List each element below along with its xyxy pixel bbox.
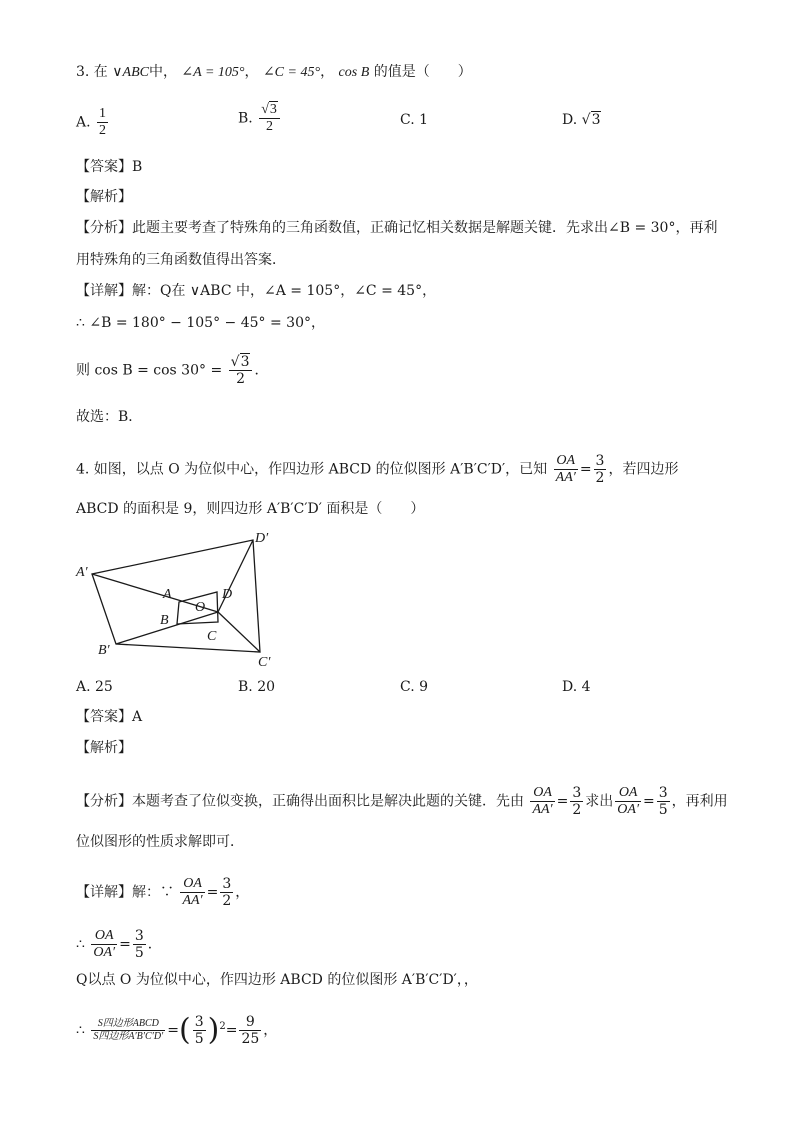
q4-detail-line1: 【详解】解：∵ $\frac{OA}{AA'}$ = $\frac{3}{2}$ ， [76, 876, 250, 909]
label-a: A [163, 587, 172, 602]
q4-option-d: D. 4 [562, 679, 591, 695]
q3-detail-line1: 【详解】解：Q在 ∨ABC 中，∠A = 105°，∠C = 45°， [76, 283, 437, 299]
q4-answer: 【答案】A [76, 709, 143, 725]
q3-analysis-line2: 用特殊角的三角函数值得出答案． [76, 252, 286, 268]
q4-option-c: C. 9 [400, 679, 429, 695]
q3-detail-line3: 则 cos B = cos 30° = $\frac{√3}{2}$ ． [76, 354, 269, 387]
q4-analysis-title: 【解析】 [76, 740, 132, 756]
q3-detail-line2: ∴ ∠B = 180° − 105° − 45° = 30°， [76, 315, 325, 331]
label-b-prime: B′ [98, 643, 110, 658]
q3-stem: 3. 在 ∨ABC中， ∠A = 105°， ∠C = 45°， cos B 的值是（ ） [76, 64, 472, 80]
label-o: O [195, 600, 206, 615]
q3-analysis-line1: 【分析】此题主要考查了特殊角的三角函数值，正确记忆相关数据是解题关键．先求出∠B = 30°，再利 [76, 220, 718, 236]
q4-stem-line1: 4. 如图，以点 O 为位似中心，作四边形 ABCD 的位似图形 A′B′C′D′，已知 $\frac{OA}{AA'}$ = $\frac{3}{2}$ ，若四边形 [76, 453, 679, 486]
q3-option-b: B. $\frac{√3}{2}$ [238, 102, 282, 135]
similarity-figure [70, 526, 290, 671]
label-c-prime: C′ [258, 655, 271, 670]
ray-oc [218, 612, 260, 652]
q3-answer: 【答案】B [76, 159, 143, 175]
q4-area-ratio-line: ∴ $\frac{\text{S四边形ABCD}}{\text{S四边形A′B′C′D′}}$ =( $\frac{3}{5}$ )$^2$= $\frac{9}{25}$ ， [76, 1012, 278, 1048]
q3-option-a: A. $\frac{1}{2}$ [76, 106, 107, 138]
label-d-prime: D′ [255, 531, 269, 546]
label-c: C [207, 629, 217, 644]
q3-analysis-title: 【解析】 [76, 189, 132, 205]
label-b: B [160, 613, 169, 628]
q3-choice: 故选：B． [76, 409, 143, 425]
q4-similar-line: Q以点 O 为位似中心，作四边形 ABCD 的位似图形 A′B′C′D′，， [76, 972, 478, 988]
q4-analysis-line2: 位似图形的性质求解即可． [76, 834, 244, 850]
q3-option-c: C. 1 [400, 112, 429, 128]
label-a-prime: A′ [76, 565, 88, 580]
q4-stem-line2: ABCD 的面积是 9，则四边形 A′B′C′D′ 面积是（ ） [76, 501, 425, 517]
label-d: D [222, 587, 233, 602]
q4-analysis-line1: 【分析】本题考查了位似变换，正确得出面积比是解决此题的关键．先由 $\frac{OA}{AA'}$ = $\frac{3}{2}$ 求出 $\frac{OA}{OA'}$ = $\frac{3}{5}$ ，再利用 [76, 785, 728, 818]
q4-therefore-line: ∴ $\frac{OA}{OA'}$ = $\frac{3}{5}$ ． [76, 928, 162, 961]
q4-option-a: A. 25 [76, 679, 113, 695]
q4-option-b: B. 20 [238, 679, 276, 695]
q3-option-d: D. √3 [562, 112, 601, 128]
quad-outer [92, 540, 260, 652]
